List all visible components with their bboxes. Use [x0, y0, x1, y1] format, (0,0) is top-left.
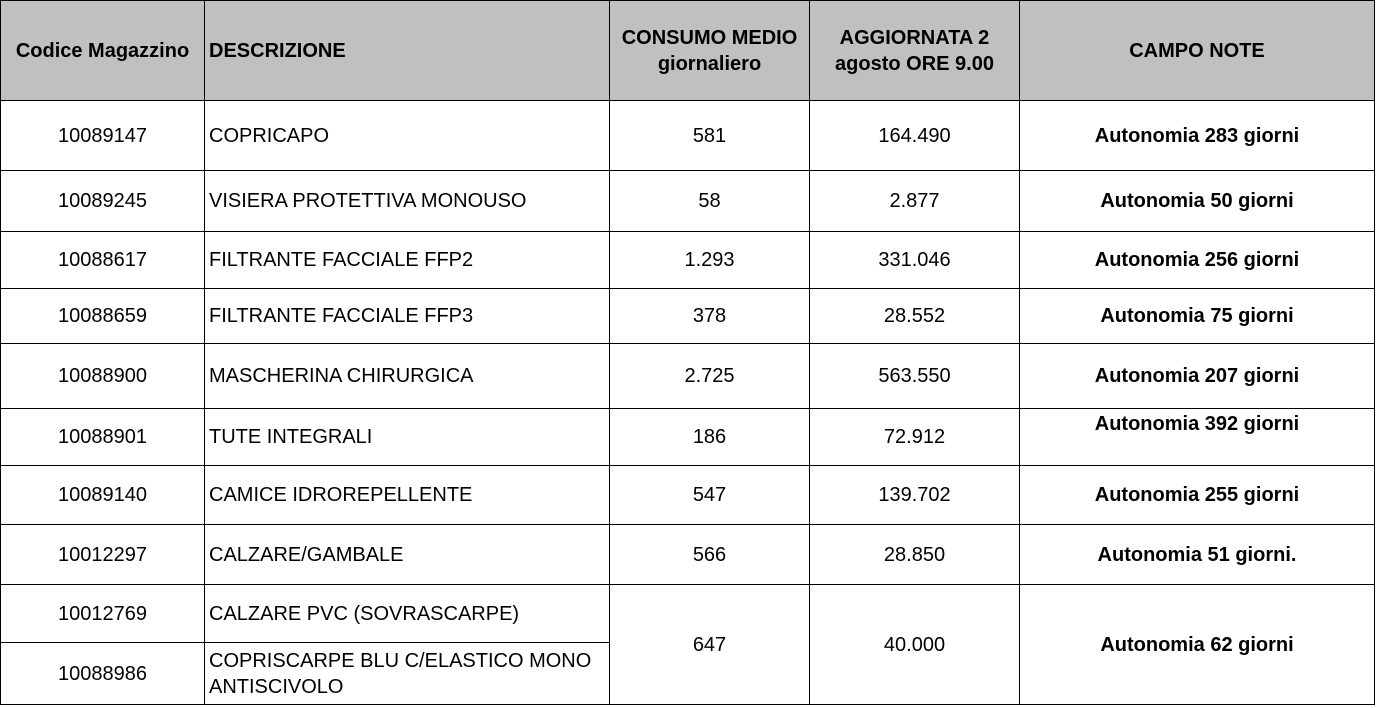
cell-note: Autonomia 256 giorni [1020, 232, 1375, 289]
cell-description: CALZARE PVC (SOVRASCARPE) [205, 585, 610, 643]
cell-updated: 28.850 [810, 525, 1020, 585]
cell-note-merged: Autonomia 62 giorni [1020, 585, 1375, 705]
table-row [1, 525, 1375, 585]
cell-updated: 2.877 [810, 171, 1020, 232]
cell-code: 10088901 [1, 409, 205, 466]
cell-code: 10012297 [1, 525, 205, 585]
header-notes: CAMPO NOTE [1020, 1, 1375, 101]
cell-note: Autonomia 50 giorni [1020, 171, 1375, 232]
header-consumption: CONSUMO MEDIO giornaliero [610, 1, 810, 101]
cell-consumption: 58 [610, 171, 810, 232]
cell-description: FILTRANTE FACCIALE FFP2 [205, 232, 610, 289]
cell-consumption: 581 [610, 101, 810, 171]
cell-description: VISIERA PROTETTIVA MONOUSO [205, 171, 610, 232]
cell-code: 10012769 [1, 585, 205, 643]
cell-code: 10088659 [1, 289, 205, 344]
table-row [1, 344, 1375, 409]
cell-description: TUTE INTEGRALI [205, 409, 610, 466]
cell-note: Autonomia 255 giorni [1020, 466, 1375, 525]
cell-note: Autonomia 75 giorni [1020, 289, 1375, 344]
cell-code: 10089245 [1, 171, 205, 232]
cell-note: Autonomia 207 giorni [1020, 344, 1375, 409]
cell-updated: 139.702 [810, 466, 1020, 525]
table-row [1, 171, 1375, 232]
table-row [1, 466, 1375, 525]
cell-updated: 164.490 [810, 101, 1020, 171]
table-row [1, 232, 1375, 289]
table-row [1, 585, 1375, 643]
cell-description: COPRICAPO [205, 101, 610, 171]
cell-updated: 563.550 [810, 344, 1020, 409]
cell-note: Autonomia 283 giorni [1020, 101, 1375, 171]
cell-consumption: 1.293 [610, 232, 810, 289]
header-description: DESCRIZIONE [205, 1, 610, 101]
table-row [1, 409, 1375, 466]
cell-description: MASCHERINA CHIRURGICA [205, 344, 610, 409]
cell-description: CAMICE IDROREPELLENTE [205, 466, 610, 525]
cell-description: FILTRANTE FACCIALE FFP3 [205, 289, 610, 344]
cell-consumption-merged: 647 [610, 585, 810, 705]
cell-description: COPRISCARPE BLU C/ELASTICO MONO ANTISCIVOLO [205, 643, 610, 705]
cell-updated: 28.552 [810, 289, 1020, 344]
header-row [1, 1, 1375, 101]
table-row [1, 101, 1375, 171]
cell-updated-merged: 40.000 [810, 585, 1020, 705]
cell-updated: 331.046 [810, 232, 1020, 289]
cell-consumption: 547 [610, 466, 810, 525]
cell-note: Autonomia 51 giorni. [1020, 525, 1375, 585]
cell-code: 10089147 [1, 101, 205, 171]
cell-code: 10089140 [1, 466, 205, 525]
header-updated: AGGIORNATA 2 agosto ORE 9.00 [810, 1, 1020, 101]
cell-code: 10088900 [1, 344, 205, 409]
header-code: Codice Magazzino [1, 1, 205, 101]
table-row [1, 289, 1375, 344]
cell-code: 10088617 [1, 232, 205, 289]
cell-note: Autonomia 392 giorni [1020, 409, 1375, 466]
cell-description: CALZARE/GAMBALE [205, 525, 610, 585]
cell-consumption: 566 [610, 525, 810, 585]
cell-consumption: 186 [610, 409, 810, 466]
cell-updated: 72.912 [810, 409, 1020, 466]
cell-consumption: 2.725 [610, 344, 810, 409]
cell-consumption: 378 [610, 289, 810, 344]
cell-code: 10088986 [1, 643, 205, 705]
